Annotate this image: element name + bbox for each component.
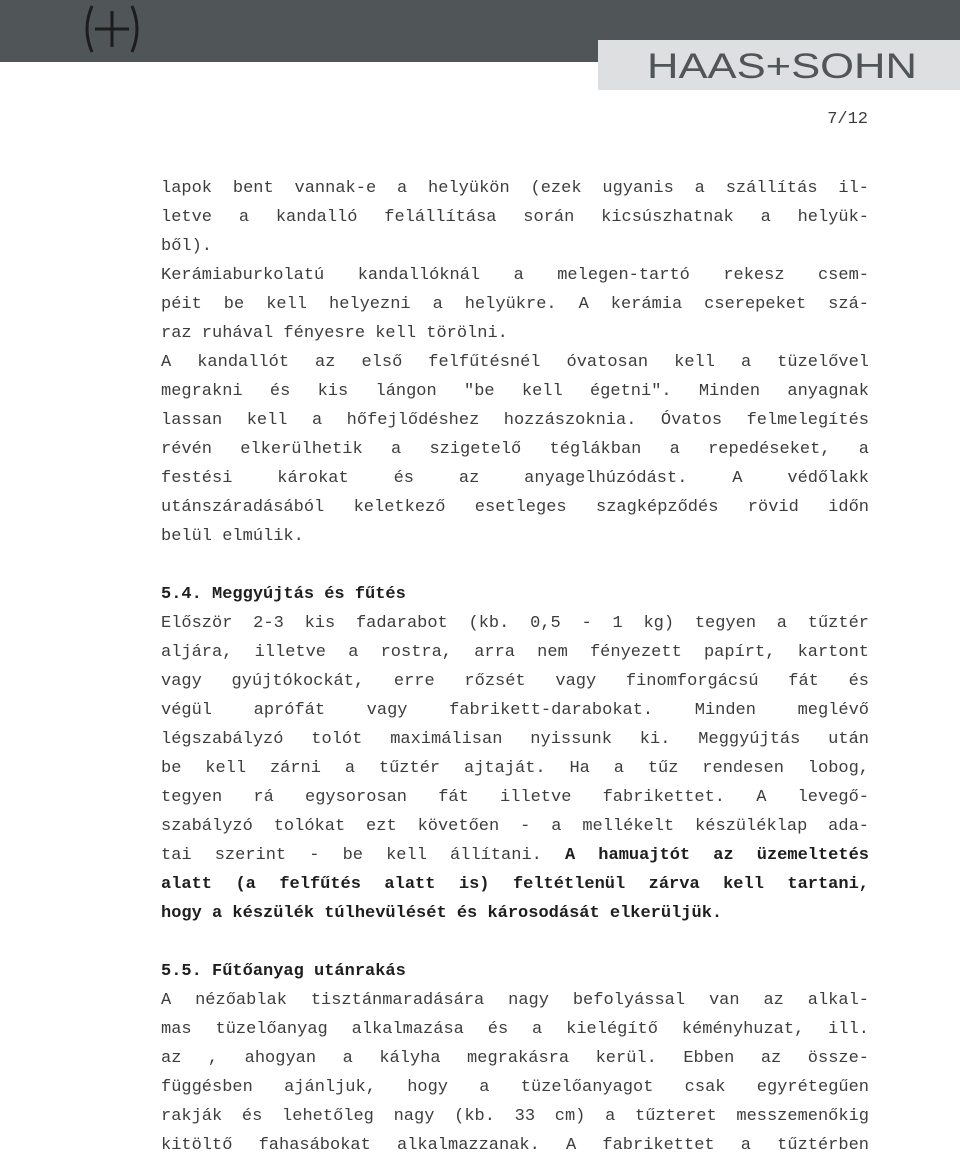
text-line: mas tüzelőanyag alkalmazása és a kielégítő kéményhuzat, ill. (161, 1020, 869, 1039)
text-line: festési károkat és az anyagelhúzódást. A védőlakk (161, 469, 869, 488)
text-line: raz ruhával fényesre kell törölni. (161, 324, 508, 343)
text-line: ből). (161, 237, 213, 256)
text-line-bold: A hamuajtót az üzemeltetés (541, 846, 869, 865)
text-line: függésben ajánljuk, hogy a tüzelőanyagot csak egyrétegűen (161, 1078, 869, 1097)
text-line: Kerámiaburkolatú kandallóknál a melegen-tartó rekesz csem- (161, 266, 869, 285)
text-line: tegyen rá egysorosan fát illetve fabrikettet. A levegő- (161, 788, 869, 807)
text-line-normal: tai szerint - be kell állítani. (161, 846, 542, 865)
plus-in-parentheses-icon (80, 4, 144, 54)
text-line: révén elkerülhetik a szigetelő téglákban a repedéseket, a (161, 440, 869, 459)
text-line-bold: hogy a készülék túlhevülését és károsodását elkerüljük. (161, 904, 723, 923)
text-line: be kell zárni a tűztér ajtaját. Ha a tűz rendesen lobog, (161, 759, 869, 778)
text-line: A kandallót az első felfűtésnél óvatosan kell a tüzelővel (161, 353, 869, 372)
svg-text:HAAS+SOHN: HAAS+SOHN (647, 50, 917, 82)
text-line: utánszáradásából keletkező esetleges szagképződés rövid időn (161, 498, 869, 517)
section-5-5-paragraph (161, 986, 869, 1160)
text-line: rakják és lehetőleg nagy (kb. 33 cm) a tűzteret messzemenőkig (161, 1107, 869, 1126)
section-heading-5-5: 5.5. Fűtőanyag utánrakás (161, 962, 406, 981)
section-heading-5-4: 5.4. Meggyújtás és fűtés (161, 585, 406, 604)
text-line: lapok bent vannak-e a helyükön (ezek ugyanis a szállítás il- (161, 179, 869, 198)
text-line: végül aprófát vagy fabrikett-darabokat. Minden meglévő (161, 701, 869, 720)
text-line: szabályzó tolókat ezt követően - a mellékelt készüléklap ada- (161, 817, 869, 836)
text-line: vagy gyújtókockát, erre rőzsét vagy finomforgácsú fát és (161, 672, 869, 691)
page-number: 7/12 (827, 110, 868, 129)
text-line: péit be kell helyezni a helyükre. A kerámia cserepeket szá- (161, 295, 869, 314)
text-line: belül elmúlik. (161, 527, 304, 546)
text-line: letve a kandalló felállítása során kicsúszhatnak a helyük- (161, 208, 869, 227)
text-line: az , ahogyan a kályha megrakásra kerül. Ebben az össze- (161, 1049, 869, 1068)
intro-paragraph (161, 174, 869, 551)
text-line (161, 841, 869, 870)
text-line: légszabályzó tolót maximálisan nyissunk ki. Meggyújtás után (161, 730, 869, 749)
text-line: aljára, illetve a rostra, arra nem fényezett papírt, kartont (161, 643, 869, 662)
brand-logo (647, 50, 917, 82)
text-line-bold: alatt (a felfűtés alatt is) feltétlenül zárva kell tartani, (161, 875, 869, 894)
text-line: lassan kell a hőfejlődéshez hozzászoknia. Óvatos felmelegítés (161, 411, 869, 430)
document-body (161, 174, 869, 1160)
text-line: kitöltő fahasábokat alkalmazzanak. A fabrikettet a tűztérben (161, 1136, 869, 1155)
text-line: megrakni és kis lángon "be kell égetni". Minden anyagnak (161, 382, 869, 401)
text-line: A nézőablak tisztánmaradására nagy befolyással van az alkal- (161, 991, 869, 1010)
section-5-4-paragraph (161, 609, 869, 928)
text-line: Először 2-3 kis fadarabot (kb. 0,5 - 1 kg) tegyen a tűztér (161, 614, 869, 633)
